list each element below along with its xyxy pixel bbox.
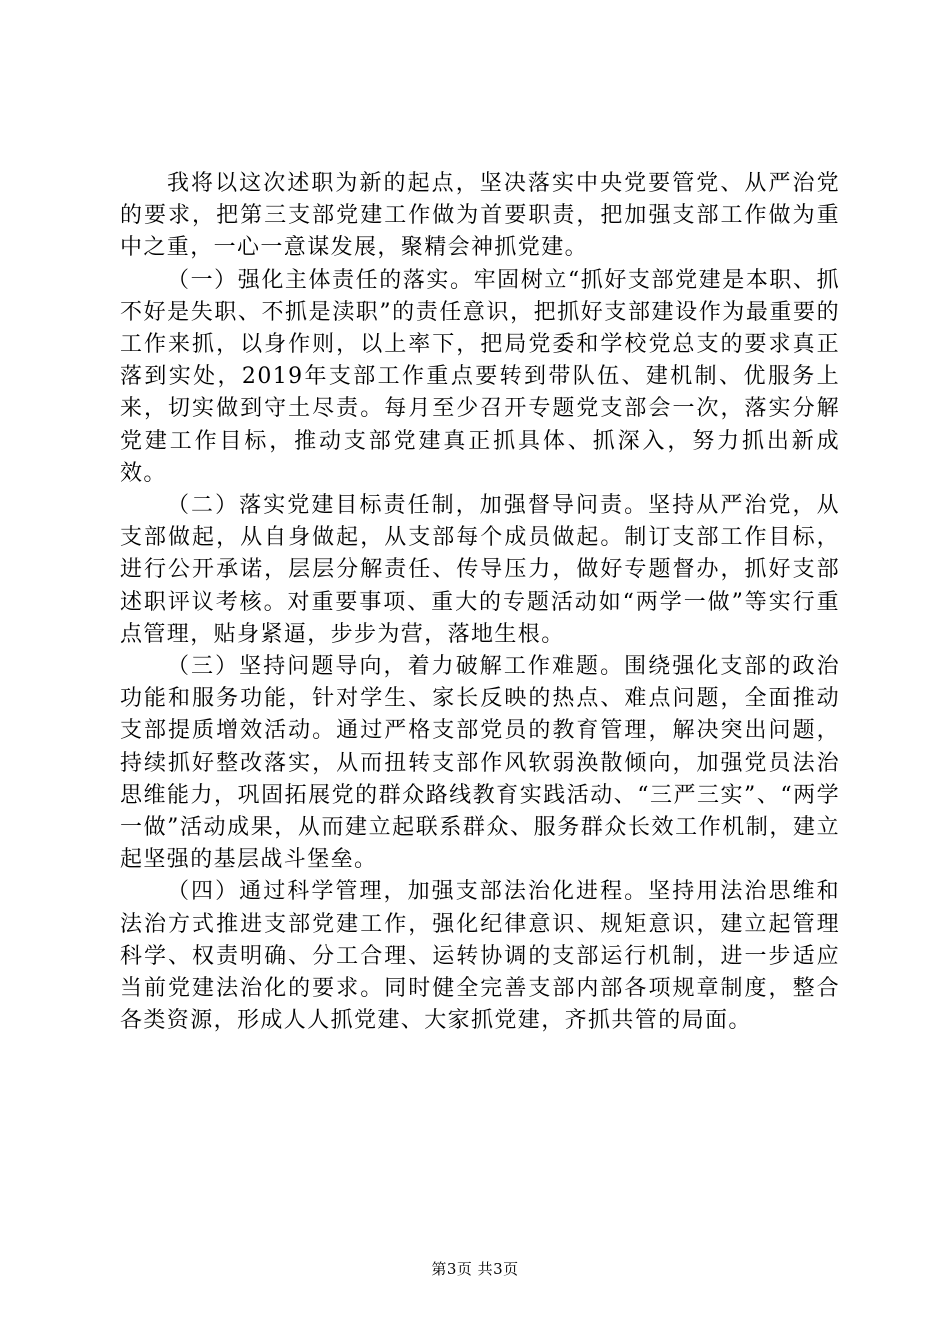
paragraph-section-3: （三）坚持问题导向，着力破解工作难题。围绕强化支部的政治功能和服务功能，针对学生、家长反映的热点、难点问题，全面推动支部提质增效活动。通过严格支部党员的教育管理，解决突出问题，持续抓好整改落实，从而扭转支部作风软弱涣散倾向，加强党员法治思维能力，巩固拓展党的群众路线教育实践活动、“三严三实”、“两学一做”活动成果，从而建立起联系群众、服务群众长效工作机制，建立起坚强的基层战斗堡垒。 — [120, 654, 840, 873]
paragraph-section-4: （四）通过科学管理，加强支部法治化进程。坚持用法治思维和法治方式推进支部党建工作，强化纪律意识、规矩意识，建立起管理科学、权责明确、分工合理、运转协调的支部运行机制，进一步适应当前党建法治化的要求。同时健全完善支部内部各项规章制度，整合各类资源，形成人人抓党建、大家抓党建，齐抓共管的局面。 — [120, 879, 840, 1034]
paragraph-intro: 我将以这次述职为新的起点，坚决落实中央党要管党、从严治党的要求，把第三支部党建工作做为首要职责，把加强支部工作做为重中之重，一心一意谋发展，聚精会神抓党建。 — [120, 171, 840, 261]
paragraph-section-1: （一）强化主体责任的落实。牢固树立“抓好支部党建是本职、抓不好是失职、不抓是渎职”的责任意识，把抓好支部建设作为最重要的工作来抓，以身作则，以上率下，把局党委和学校党总支的要求真正落到实处，2019年支部工作重点要转到带队伍、建机制、优服务上来，切实做到守土尽责。每月至少召开专题党支部会一次，落实分解党建工作目标，推动支部党建真正抓具体、抓深入，努力抓出新成效。 — [120, 267, 840, 486]
paragraph-section-2: （二）落实党建目标责任制，加强督导问责。坚持从严治党，从支部做起，从自身做起，从支部每个成员做起。制订支部工作目标，进行公开承诺，层层分解责任、传导压力，做好专题督办，抓好支部述职评议考核。对重要事项、重大的专题活动如“两学一做”等实行重点管理，贴身紧逼，步步为营，落地生根。 — [120, 493, 840, 647]
document-body — [120, 168, 840, 1037]
page-footer: 第3页 共3页 — [431, 1260, 519, 1278]
